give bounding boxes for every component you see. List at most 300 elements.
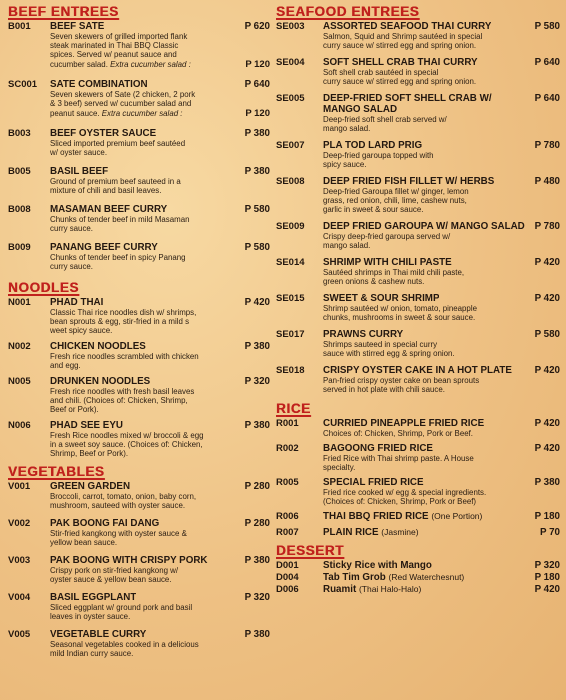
item-description: served in hot plate with chili sauce. — [323, 385, 445, 394]
menu-item — [276, 293, 560, 322]
item-name — [50, 341, 146, 352]
item-name-text: BAGOONG FRIED RICE — [323, 443, 433, 454]
item-body — [50, 242, 270, 271]
item-description: Crispy deep-fried garoupa served w/ — [323, 232, 451, 241]
item-header — [50, 297, 270, 308]
item-description: weet spicy sauce. — [50, 326, 113, 335]
item-description: curry sauce w/ stirred egg and spring onion. — [323, 77, 477, 86]
menu-item — [8, 21, 270, 70]
menu-item — [276, 257, 560, 286]
item-header — [50, 481, 270, 492]
item-name-text: BEEF SATE — [50, 21, 105, 32]
item-body — [50, 592, 270, 621]
item-name — [50, 297, 103, 308]
item-extra-line: peanut sauce. — [50, 109, 100, 118]
item-body — [323, 257, 560, 286]
item-header — [323, 511, 560, 522]
item-description: Ground of premium beef sauteed in a — [50, 177, 181, 186]
item-name — [50, 518, 159, 529]
item-price: P 380 — [244, 420, 270, 431]
item-name — [323, 527, 419, 538]
item-name-text: PRAWNS CURRY — [323, 329, 404, 340]
item-name — [50, 420, 123, 431]
item-name — [323, 511, 482, 522]
item-name-text: PAK BOONG FAI DANG — [50, 518, 160, 529]
item-description: Seasonal vegetables cooked in a delicious — [50, 640, 199, 649]
item-name — [50, 481, 130, 492]
item-price: P 280 — [244, 481, 270, 492]
item-price: P 380 — [244, 341, 270, 352]
item-code: SE009 — [276, 221, 305, 232]
menu-item — [276, 572, 560, 583]
item-code: SE017 — [276, 329, 305, 340]
menu-item — [8, 166, 270, 195]
item-description: Fresh Rice noodles mixed w/ broccoli & egg — [50, 431, 204, 440]
menu-item — [8, 629, 270, 658]
item-header — [50, 592, 270, 603]
item-price: P 380 — [244, 629, 270, 640]
item-name — [323, 57, 478, 68]
item-price: P 380 — [244, 166, 270, 177]
item-code: SE005 — [276, 93, 305, 104]
item-price: P 580 — [534, 329, 560, 340]
item-header — [323, 21, 560, 32]
item-body — [323, 477, 560, 506]
item-body — [50, 420, 270, 458]
item-code: B001 — [8, 21, 31, 32]
item-name-text: PHAD SEE EYU — [50, 420, 123, 431]
item-code: R007 — [276, 527, 299, 538]
dessert-list — [276, 560, 560, 595]
item-name-text: SHRIMP WITH CHILI PASTE — [323, 257, 452, 268]
item-body — [323, 584, 560, 595]
item-header — [50, 242, 270, 253]
item-name-text: Ruamit — [323, 584, 357, 595]
menu-item — [8, 128, 270, 157]
menu-item — [276, 477, 560, 506]
item-price: P 640 — [534, 93, 560, 104]
item-description: Pan-fried crispy oyster cake on bean sprouts — [323, 376, 480, 385]
section-title-beef: BEEF ENTREES — [8, 4, 119, 19]
item-description: mango salad. — [323, 124, 371, 133]
menu-item — [8, 341, 270, 370]
item-name-text: VEGETABLE CURRY — [50, 629, 147, 640]
item-description: & 3 beef) served w/ cucumber salad and — [50, 99, 192, 108]
item-code: SE014 — [276, 257, 305, 268]
item-description: Shrimp, Beef or Pork). — [50, 449, 129, 458]
item-description: Deep-fried soft shell crab served w/ — [323, 115, 447, 124]
item-name-text: BEEF OYSTER SAUCE — [50, 128, 157, 139]
item-header — [323, 257, 560, 268]
item-body — [323, 293, 560, 322]
item-extra-line: cucumber salad. — [50, 60, 108, 69]
item-price: P 420 — [534, 365, 560, 376]
item-description: and chili. (Choices of: Chicken, Shrimp, — [50, 396, 188, 405]
item-description: yellow bean sauce. — [50, 538, 118, 547]
menu-item — [276, 176, 560, 214]
item-header — [50, 166, 270, 177]
item-price: P 580 — [244, 242, 270, 253]
item-description: (Choices of: Chicken, Shrimp, Pork or Beef) — [323, 497, 477, 506]
item-description: Sautéed shrimps in Thai mild chili paste, — [323, 268, 465, 277]
menu-item — [8, 518, 270, 547]
item-extra-note: Extra cucumber salad : — [101, 109, 183, 118]
item-description: mild Indian curry sauce. — [50, 649, 134, 658]
item-body — [50, 204, 270, 233]
item-code: R002 — [276, 443, 299, 454]
item-price: P 180 — [534, 511, 560, 522]
item-price: P 180 — [534, 572, 560, 583]
item-price: P 320 — [244, 376, 270, 387]
item-code: D004 — [276, 572, 299, 583]
item-body — [323, 57, 560, 86]
item-description: Sliced eggplant w/ ground pork and basil — [50, 603, 193, 612]
item-code: N006 — [8, 420, 31, 431]
item-header — [323, 221, 560, 232]
item-description: Classic Thai rice noodles dish w/ shrimps, — [50, 308, 197, 317]
item-name-text: DEEP-FRIED SOFT SHELL CRAB W/ — [323, 93, 492, 104]
item-code: V002 — [8, 518, 31, 529]
item-header — [323, 57, 560, 68]
item-body — [323, 93, 560, 133]
item-name-text: MASAMAN BEEF CURRY — [50, 204, 168, 215]
item-description: curry sauce. — [50, 262, 93, 271]
item-name-text: BASIL EGGPLANT — [50, 592, 137, 603]
item-name — [323, 418, 484, 429]
item-body — [323, 176, 560, 214]
menu-item — [8, 481, 270, 510]
item-name-text: Sticky Rice with Mango — [323, 560, 432, 571]
item-name-note: (Jasmine) — [381, 527, 419, 537]
item-description: spices. Served w/ peanut sauce and — [50, 50, 177, 59]
item-price: P 320 — [534, 560, 560, 571]
item-code: SE018 — [276, 365, 305, 376]
item-description: green onions & cashew nuts. — [323, 277, 425, 286]
item-name-text: PAK BOONG WITH CRISPY PORK — [50, 555, 208, 566]
item-extra-row — [50, 108, 270, 119]
item-name-text: CHICKEN NOODLES — [50, 341, 146, 352]
item-description: spicy sauce. — [323, 160, 367, 169]
item-header — [323, 93, 560, 104]
item-description: sauce with stirred egg & spring onion. — [323, 349, 455, 358]
item-description: Sliced imported premium beef sautéed — [50, 139, 186, 148]
item-body — [323, 365, 560, 394]
item-description: steak marinated in Thai BBQ Classic — [50, 41, 179, 50]
menu-item — [276, 21, 560, 50]
item-name — [323, 443, 433, 454]
item-description: w/ oyster sauce. — [50, 148, 108, 157]
item-name-text: PHAD THAI — [50, 297, 104, 308]
item-body — [323, 418, 560, 438]
item-extra-price: P 120 — [245, 59, 270, 70]
item-description: oyster sauce & yellow bean sauce. — [50, 575, 172, 584]
item-code: B008 — [8, 204, 31, 215]
item-code: V001 — [8, 481, 31, 492]
item-name — [323, 365, 512, 376]
menu-item — [276, 93, 560, 133]
menu-item — [8, 79, 270, 119]
item-price: P 480 — [534, 176, 560, 187]
item-description: Beef or Pork). — [50, 405, 99, 414]
item-description: Deep-fried garoupa topped with — [323, 151, 434, 160]
item-name-text: GREEN GARDEN — [50, 481, 131, 492]
item-name — [323, 176, 494, 187]
item-price: P 420 — [534, 584, 560, 595]
item-name — [323, 93, 492, 104]
item-name-note: (Thai Halo-Halo) — [358, 584, 422, 594]
menu-item — [8, 555, 270, 584]
item-name — [323, 257, 452, 268]
item-code: D001 — [276, 560, 299, 571]
noodles-list — [8, 297, 270, 458]
item-body — [50, 555, 270, 584]
item-name-text: SATE COMBINATION — [50, 79, 148, 90]
item-code: D006 — [276, 584, 299, 595]
item-body — [323, 527, 560, 538]
item-header — [50, 420, 270, 431]
item-name — [50, 128, 156, 139]
item-name — [323, 477, 424, 488]
item-name — [323, 329, 403, 340]
menu-item — [276, 418, 560, 438]
item-description: curry sauce w/ stirred egg and spring onion. — [323, 41, 477, 50]
item-description: mushroom, sauteed with oyster sauce. — [50, 501, 186, 510]
item-name-text: THAI BBQ FRIED RICE — [323, 511, 429, 522]
item-name — [50, 79, 148, 90]
item-name-note: (Red Waterchesnut) — [388, 572, 465, 582]
item-name — [50, 376, 150, 387]
item-description: Stir-fried kangkong with oyster sauce & — [50, 529, 187, 538]
item-description: Seven skewers of Sate (2 chicken, 2 pork — [50, 90, 196, 99]
item-body — [323, 572, 560, 583]
item-code: V004 — [8, 592, 31, 603]
item-extra-note: Extra cucumber salad : — [110, 60, 191, 69]
item-body — [323, 443, 560, 472]
item-header — [50, 21, 270, 32]
item-body — [50, 21, 270, 70]
item-body — [50, 297, 270, 335]
menu-item — [8, 297, 270, 335]
item-name-line2: MANGO SALAD — [323, 104, 398, 115]
item-header — [50, 341, 270, 352]
item-name-text: DEEP FRIED FISH FILLET W/ HERBS — [323, 176, 495, 187]
item-code: B005 — [8, 166, 31, 177]
item-header — [323, 443, 560, 454]
item-name — [323, 140, 422, 151]
item-header — [50, 79, 270, 90]
menu-item — [276, 527, 560, 538]
item-description: grass, red onion, chili, lime, cashew nuts, — [323, 196, 467, 205]
item-name-text: PANANG BEEF CURRY — [50, 242, 158, 253]
section-title-rice: RICE — [276, 401, 311, 416]
item-description: Deep-fried Garoupa fillet w/ ginger, lemon — [323, 187, 469, 196]
item-code: SE003 — [276, 21, 305, 32]
item-body — [323, 511, 560, 522]
item-description: Fresh rice noodles with fresh basil leaves — [50, 387, 195, 396]
menu-item — [8, 376, 270, 414]
item-code: SE015 — [276, 293, 305, 304]
item-name-text: DEEP FRIED GAROUPA W/ MANGO SALAD — [323, 221, 525, 232]
menu-item — [276, 221, 560, 250]
item-price: P 640 — [244, 79, 270, 90]
item-price: P 620 — [244, 21, 270, 32]
item-description: Soft shell crab sautéed in special — [323, 68, 439, 77]
item-description: curry sauce. — [50, 224, 93, 233]
right-column — [276, 4, 560, 596]
item-body — [50, 166, 270, 195]
section-title-noodles: NOODLES — [8, 280, 79, 295]
menu-item — [276, 140, 560, 169]
item-code: B009 — [8, 242, 31, 253]
item-header — [323, 418, 560, 429]
item-price: P 280 — [244, 518, 270, 529]
item-name-text: Tab Tim Grob — [323, 572, 386, 583]
item-description: Fresh rice noodles scrambled with chicken — [50, 352, 199, 361]
item-name-text: DRUNKEN NOODLES — [50, 376, 151, 387]
item-description: Shrimps sauteed in special curry — [323, 340, 438, 349]
menu-item — [8, 592, 270, 621]
seafood-list — [276, 21, 560, 394]
item-price: P 380 — [244, 128, 270, 139]
item-name — [323, 293, 439, 304]
beef-list — [8, 21, 270, 271]
section-title-vegetables: VEGETABLES — [8, 464, 105, 479]
item-description: garlic in sweet & sour sauce. — [323, 205, 424, 214]
item-body — [323, 221, 560, 250]
item-description: bean sprouts & egg, stir-fried in a mild s — [50, 317, 190, 326]
item-description: Choices of: Chicken, Shrimp, Pork or Beef. — [323, 429, 473, 438]
rice-list — [276, 418, 560, 538]
item-name — [50, 166, 108, 177]
item-code: SE004 — [276, 57, 305, 68]
item-header — [323, 293, 560, 304]
item-description: Crispy pork on stir-fried kangkong w/ — [50, 566, 179, 575]
item-header — [323, 176, 560, 187]
item-header — [323, 329, 560, 340]
item-name — [323, 560, 432, 571]
item-price: P 320 — [244, 592, 270, 603]
item-body — [50, 341, 270, 370]
item-body — [50, 128, 270, 157]
item-code: B003 — [8, 128, 31, 139]
item-description: Fried Rice with Thai shrimp paste. A House — [323, 454, 474, 463]
item-name-text: ASSORTED SEAFOOD THAI CURRY — [323, 21, 492, 32]
vegetables-list — [8, 481, 270, 658]
item-header — [323, 477, 560, 488]
item-code: N002 — [8, 341, 31, 352]
item-name-text: SWEET & SOUR SHRIMP — [323, 293, 440, 304]
item-name-text: PLA TOD LARD PRIG — [323, 140, 423, 151]
item-description: and egg. — [50, 361, 81, 370]
item-price: P 420 — [534, 443, 560, 454]
item-description: mango salad. — [323, 241, 371, 250]
item-code: SC001 — [8, 79, 38, 90]
menu-item — [276, 57, 560, 86]
item-header — [323, 365, 560, 376]
item-body — [323, 560, 560, 571]
item-description: Fried rice cooked w/ egg & special ingredients. — [323, 488, 487, 497]
left-column — [8, 4, 270, 666]
item-name-text: SOFT SHELL CRAB THAI CURRY — [323, 57, 478, 68]
item-name — [323, 221, 525, 232]
menu-item — [276, 443, 560, 472]
item-body — [50, 79, 270, 119]
menu-item — [276, 329, 560, 358]
item-price: P 70 — [540, 527, 560, 538]
item-description: Salmon, Squid and Shrimp sautéed in special — [323, 32, 483, 41]
item-body — [50, 376, 270, 414]
item-price: P 420 — [534, 293, 560, 304]
item-description: leaves in oyster sauce. — [50, 612, 131, 621]
item-name — [323, 572, 464, 583]
item-body — [323, 140, 560, 169]
item-code: R005 — [276, 477, 299, 488]
item-header — [323, 572, 560, 583]
item-price: P 420 — [534, 418, 560, 429]
item-code: V005 — [8, 629, 31, 640]
item-name — [323, 584, 421, 595]
item-code: R001 — [276, 418, 299, 429]
item-body — [50, 481, 270, 510]
item-extra-text — [50, 60, 191, 69]
item-name-text: PLAIN RICE — [323, 527, 379, 538]
item-header — [50, 376, 270, 387]
item-header — [50, 518, 270, 529]
item-header — [50, 629, 270, 640]
menu-item — [8, 242, 270, 271]
item-description: specialty. — [323, 463, 356, 472]
item-code: R006 — [276, 511, 299, 522]
item-description: chunks, mushrooms in sweet & sour sauce. — [323, 313, 476, 322]
item-header — [323, 140, 560, 151]
item-description: Broccoli, carrot, tomato, onion, baby corn, — [50, 492, 197, 501]
item-price: P 580 — [244, 204, 270, 215]
item-header — [50, 555, 270, 566]
item-code: SE007 — [276, 140, 305, 151]
item-description: Seven skewers of grilled imported flank — [50, 32, 188, 41]
item-price: P 640 — [534, 57, 560, 68]
item-header — [323, 527, 560, 538]
item-code: V003 — [8, 555, 31, 566]
menu-item — [276, 560, 560, 571]
item-name — [50, 242, 158, 253]
item-description: Chunks of tender beef in mild Masaman — [50, 215, 190, 224]
menu-item — [276, 365, 560, 394]
item-description: Shrimp sautéed w/ onion, tomato, pineapple — [323, 304, 477, 313]
item-extra-text — [50, 109, 182, 118]
item-body — [323, 21, 560, 50]
item-code: SE008 — [276, 176, 305, 187]
item-name — [323, 21, 491, 32]
item-header — [50, 204, 270, 215]
item-name — [50, 592, 136, 603]
menu-item — [276, 584, 560, 595]
section-title-seafood: SEAFOOD ENTREES — [276, 4, 420, 19]
item-name-text: BASIL BEEF — [50, 166, 109, 177]
item-description: Chunks of tender beef in spicy Panang — [50, 253, 186, 262]
section-title-dessert: DESSERT — [276, 543, 344, 558]
item-description: mixture of chili and basil leaves. — [50, 186, 162, 195]
item-price: P 420 — [244, 297, 270, 308]
item-extra-row — [50, 59, 270, 70]
item-body — [50, 518, 270, 547]
item-price: P 380 — [244, 555, 270, 566]
item-header — [323, 584, 560, 595]
item-body — [50, 629, 270, 658]
item-header — [323, 560, 560, 571]
item-name-text: CURRIED PINEAPPLE FRIED RICE — [323, 418, 485, 429]
item-price: P 420 — [534, 257, 560, 268]
